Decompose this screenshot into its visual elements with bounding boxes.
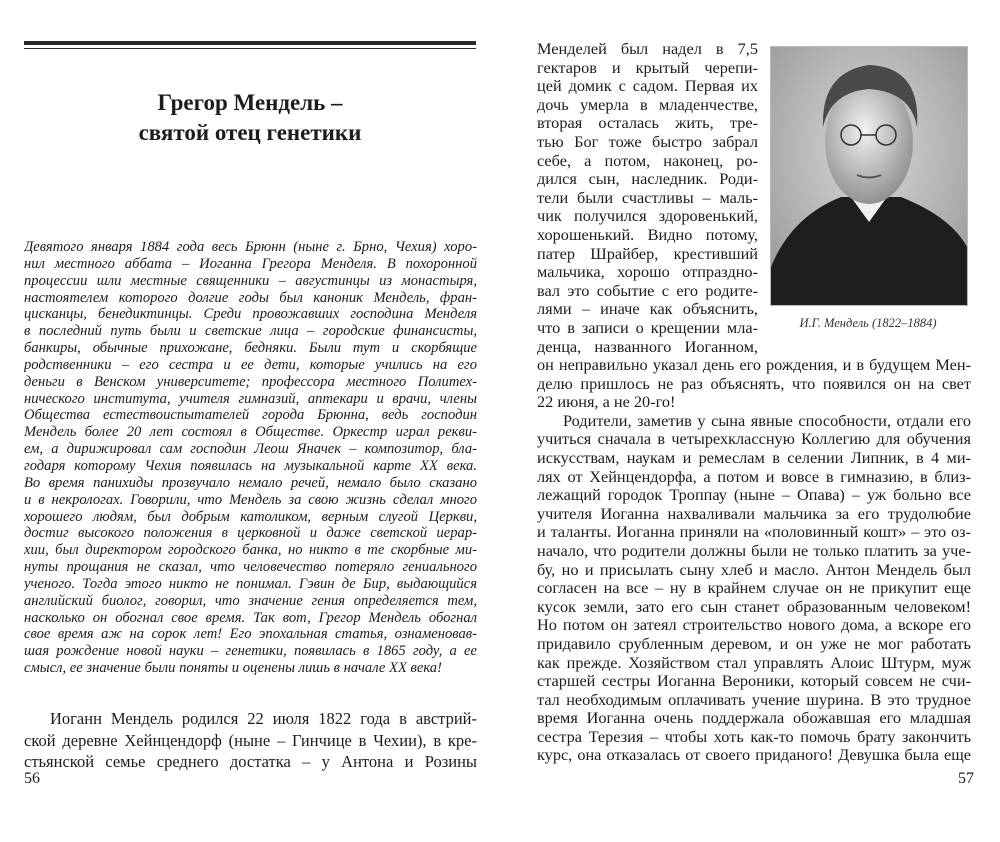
text-line: лями – иначе как объяснить, bbox=[537, 300, 758, 319]
text-line: мальчика, хорошо отпраздно- bbox=[537, 263, 758, 282]
text-line: придавило срубленным деревом, и он уже не мог работать bbox=[537, 634, 971, 653]
text-line: ученого. Тогда этого никто не понимал. Гэвин де Бир, выдающийся bbox=[24, 575, 477, 592]
text-line: кусок земли, зато его сын станет образованным человеком! bbox=[537, 597, 971, 616]
text-line: деньги в Венском университете; профессора местного Политех- bbox=[24, 373, 477, 390]
text-line: банкиры, обычные прихожане, бедняки. Были тут и скорбящие bbox=[24, 340, 477, 357]
text-line: процессии шли местные священники – августинцы из монастыря, bbox=[24, 272, 477, 289]
text-line: хорошенький. Видно потому, bbox=[537, 225, 758, 244]
text-line: курс, она отказалась от своего приданого! Девушка была еще bbox=[537, 746, 971, 765]
text-line: смысл, ее значение были поняты и оценены лишь в начале XX века! bbox=[24, 660, 442, 677]
text-line: гектаров и крытый черепи- bbox=[537, 58, 758, 77]
text-line: искусствам, наукам и ремеслам в селении Липник, в 4 ми- bbox=[537, 448, 971, 467]
text-line: Мендель более 20 лет состоял в Обществе. Оркестр играл рекви- bbox=[24, 424, 477, 441]
text-line: в последний путь были и светские лица – городские финансисты, bbox=[24, 323, 477, 340]
text-line: английский биолог, говорил, что значение гения определяется тем, bbox=[24, 592, 477, 609]
text-line: дочь умерла в младенчестве, bbox=[537, 95, 758, 114]
italic-intro-paragraph bbox=[24, 239, 477, 677]
text-line: денца, названного Иоганном, bbox=[537, 337, 758, 356]
text-line: тал необходимым оплачивать учение шурина. В это трудное bbox=[537, 690, 971, 709]
text-line: дился сын, наследник. Роди- bbox=[537, 170, 758, 189]
text-line: лежащий городок Троппау (ныне – Опава) – уж больно все bbox=[537, 486, 971, 505]
text-line: Во время панихиды прозвучало немало речей, немало было сказано bbox=[24, 474, 477, 491]
text-line: согласен на все – ну в крайнем случае он не прикупит еще bbox=[537, 579, 971, 598]
text-line: шая рождение новой науки – генетики, появилась в 1865 году, а ее bbox=[24, 643, 477, 660]
text-line: достиг высокого положения в церковной и даже светской иерар- bbox=[24, 525, 477, 542]
text-line: Родители, заметив у сына явные способности, отдали его bbox=[563, 411, 971, 430]
text-line: учиться сначала в четырехклассную Коллегию для обучения bbox=[537, 430, 971, 449]
photo-caption: И.Г. Мендель (1822–1884) bbox=[799, 316, 937, 330]
text-line: Менделей был надел в 7,5 bbox=[537, 40, 758, 58]
text-line: ем, а дирижировал сам господин Леош Яначек – композитор, бла- bbox=[24, 441, 477, 458]
text-line: делю пришлось не раз объяснять, что появился он на свет bbox=[537, 374, 971, 393]
text-line: насколько он обогнал свое время. Так вот, Грегор Мендель обогнал bbox=[24, 609, 477, 626]
text-line: бу, но и присылать сыну хлеб и масло. Антон Мендель был bbox=[537, 560, 971, 579]
text-line: ской деревне Хейнцендорф (ныне – Гинчице в Чехии), в кре- bbox=[24, 730, 477, 750]
text-line: тели были счастливы – маль- bbox=[537, 188, 758, 207]
portrait-photo bbox=[770, 46, 968, 306]
text-beside-photo bbox=[537, 40, 758, 356]
text-line: чик получился здоровенький, bbox=[537, 207, 758, 226]
text-line: нуты прощания не сказал, что человечество потеряло гениального bbox=[24, 559, 477, 576]
text-line: родственники – его сестра и ее дети, которые учились на его bbox=[24, 356, 477, 373]
text-line: Но потом он затеял строительство нового дома, а вскоре его bbox=[537, 616, 971, 635]
chapter-title-line: святой отец генетики bbox=[138, 120, 362, 145]
text-line: вторая осталась жить, тре- bbox=[537, 114, 758, 133]
text-line: Общества естествоиспытателей города Брюнна, ведь господин bbox=[24, 407, 477, 424]
text-line: сестра Терезия – чтобы хоть как-то помочь брату закончить bbox=[537, 727, 971, 746]
text-line: 22 июня, а не 20-го! bbox=[537, 393, 676, 412]
text-line: как прежде. Хозяйством стал управлять Алоис Штурм, муж bbox=[537, 653, 971, 672]
text-line: лях от Хейнцендорфа, а потом и вовсе в гимназию, в близ- bbox=[537, 467, 971, 486]
text-line: старшей сестры Иоганна Вероники, который совсем не счи- bbox=[537, 672, 971, 691]
text-line: что в записи о крещении мла- bbox=[537, 318, 758, 337]
text-line: хии, был директором городского банка, но никто в те скорбные ми- bbox=[24, 542, 477, 559]
text-line: и таланты. Иоганна приняли на «половинный кошт» – это оз- bbox=[537, 523, 971, 542]
text-line: цей домик с садом. Первая их bbox=[537, 77, 758, 96]
text-line: годаря которому Чехия появилась на музыкальной карте XX века. bbox=[24, 457, 477, 474]
text-line: он неправильно указал день его рождения, и в будущем Мен- bbox=[537, 356, 971, 374]
text-line: учителя Иоганна нахваливали мальчика за его трудолюбие bbox=[537, 504, 971, 523]
text-line: себе, а потом, наконец, ро- bbox=[537, 151, 758, 170]
text-line: настоятелем которого долгие годы был каноник Мендель, фран- bbox=[24, 289, 477, 306]
text-line: Иоганн Мендель родился 22 июля 1822 года в австрий- bbox=[50, 709, 477, 728]
chapter-title bbox=[22, 88, 478, 148]
text-line: начало, что родители должны были не только платить за уче- bbox=[537, 541, 971, 560]
text-line: свое время аж на сорок лет! Его эпохальная статья, ознаменовав- bbox=[24, 626, 477, 643]
header-rule-thin bbox=[24, 48, 476, 49]
header-rule-thick bbox=[24, 41, 476, 45]
page-number-right: 57 bbox=[958, 770, 974, 787]
text-line: нил местного аббата – Иоганна Грегора Менделя. В похоронной bbox=[24, 255, 477, 272]
text-line: и в некрологах. Говорили, что Мендель за свою жизнь сделал много bbox=[24, 491, 477, 508]
text-line: цисканцы, бенедиктинцы. Среди провожавших господина Менделя bbox=[24, 306, 477, 323]
chapter-title-line: Грегор Мендель – bbox=[157, 90, 343, 115]
body-text bbox=[537, 356, 971, 765]
text-line: тью Бог тоже быстро забрал bbox=[537, 132, 758, 151]
text-line: патер Шрайбер, крестивший bbox=[537, 244, 758, 263]
text-line: хорошего людям, был добрым католиком, верным слугой Церкви, bbox=[24, 508, 477, 525]
page-number-left: 56 bbox=[24, 770, 40, 787]
text-line: Девятого января 1884 года весь Брюнн (ныне г. Брно, Чехия) хоро- bbox=[24, 239, 477, 255]
text-line: нического института, учителя гимназий, аптекари и врачи, члены bbox=[24, 390, 477, 407]
text-line: время Иоганна очень поддержала обожавшая его младшая bbox=[537, 709, 971, 728]
text-line: вал это событие с его родите- bbox=[537, 281, 758, 300]
text-line: стьянской семье среднего достатка – у Антона и Розины bbox=[24, 752, 477, 771]
body-paragraph bbox=[24, 708, 477, 773]
